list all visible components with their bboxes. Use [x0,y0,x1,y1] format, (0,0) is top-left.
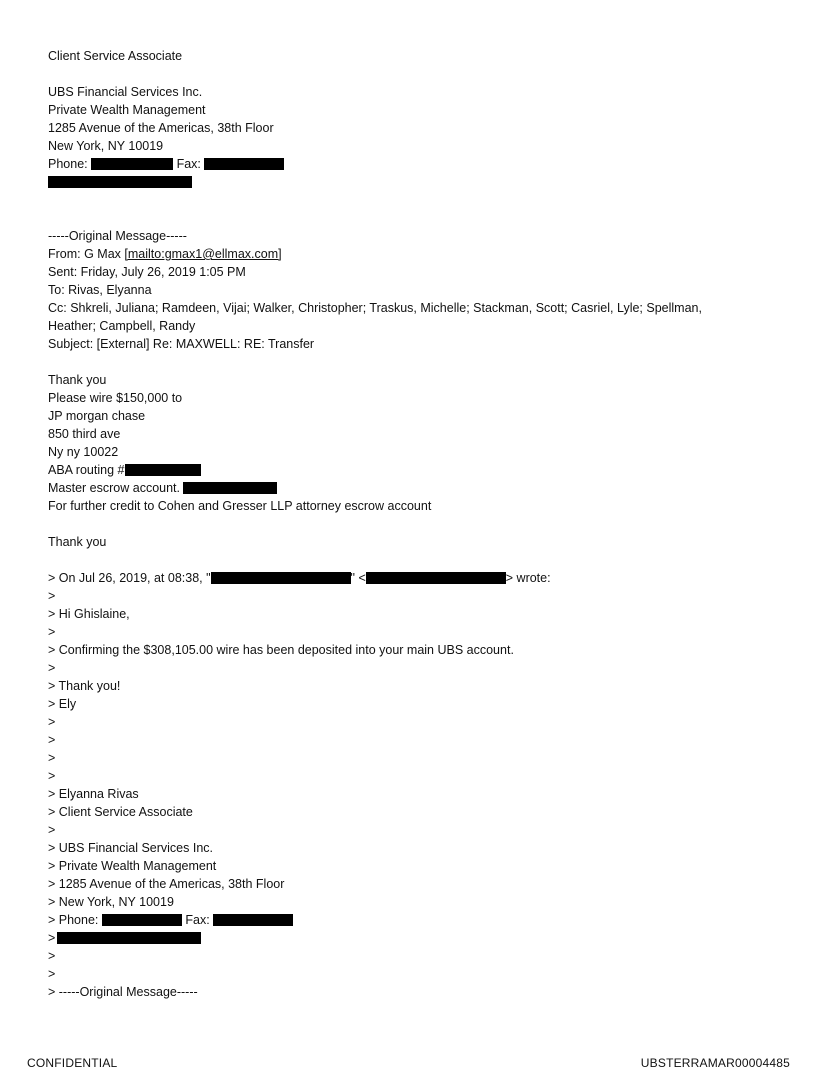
quoted-address-line1: > 1285 Avenue of the Americas, 38th Floor [48,877,285,891]
master-escrow-line [48,479,277,497]
from-mailto-link[interactable]: [mailto:gmax1@ellmax.com] [124,247,282,261]
quote-marker: > [48,931,56,945]
subject-line: Subject: [External] Re: MAXWELL: RE: Transfer [48,337,315,351]
quote-marker: > [48,769,56,783]
redaction-bar [102,914,182,926]
quoted-email-line [48,929,201,947]
quoted-on-suffix: > wrote: [505,571,551,585]
from-prefix: From: G Max [48,247,125,261]
fax-label: Fax: [176,157,201,171]
quoted-address-line2: > New York, NY 10019 [48,895,174,909]
body-line: Ny ny 10022 [48,445,119,459]
quote-marker: > [48,751,56,765]
quote-marker: > [48,715,56,729]
quoted-sender-role: > Client Service Associate [48,805,193,819]
quote-marker: > [48,661,56,675]
quote-marker: > [48,949,56,963]
redaction-bar [213,914,293,926]
sent-line: Sent: Friday, July 26, 2019 1:05 PM [48,265,246,279]
redaction-bar [57,932,201,944]
quote-marker: > [48,967,56,981]
original-message-separator: -----Original Message----- [48,229,187,243]
body-line: JP morgan chase [48,409,146,423]
quoted-sign-off: > Ely [48,697,77,711]
aba-label: ABA routing # [48,463,125,477]
signature-address-line2: New York, NY 10019 [48,139,164,153]
redaction-bar [366,572,506,584]
redaction-bar [125,464,201,476]
quoted-header-line [48,569,551,587]
redaction-bar [204,158,284,170]
body-thanks: Thank you [48,373,107,387]
signature-company: UBS Financial Services Inc. [48,85,203,99]
signature-email-line [48,173,192,191]
quote-marker: > [48,823,56,837]
quoted-phone-fax-line [48,911,293,929]
redaction-bar [91,158,173,170]
bates-number: UBSTERRAMAR00004485 [640,1056,790,1070]
signature-phone-fax-line [48,155,284,173]
body-thanks-2: Thank you [48,535,107,549]
quoted-division: > Private Wealth Management [48,859,217,873]
quoted-original-separator: > -----Original Message----- [48,985,198,999]
phone-label: Phone: [48,157,88,171]
quote-marker: > [48,589,56,603]
aba-routing-line [48,461,201,479]
quoted-on-prefix: > On Jul 26, 2019, at 08:38, " [48,571,211,585]
quote-marker: > [48,733,56,747]
from-line [48,245,282,263]
to-line: To: Rivas, Elyanna [48,283,152,297]
signature-address-line1: 1285 Avenue of the Americas, 38th Floor [48,121,274,135]
further-credit-line: For further credit to Cohen and Gresser LLP attorney escrow account [48,499,432,513]
signature-role: Client Service Associate [48,49,183,63]
quoted-thank-you: > Thank you! [48,679,121,693]
redaction-bar [183,482,277,494]
quoted-sender-name: > Elyanna Rivas [48,787,139,801]
cc-line-1: Cc: Shkreli, Juliana; Ramdeen, Vijai; Walker, Christopher; Traskus, Michelle; Stackman, Scott; Casriel, Lyle; Spellman, [48,301,702,315]
cc-line-2: Heather; Campbell, Randy [48,319,196,333]
body-line: 850 third ave [48,427,121,441]
confidential-label: CONFIDENTIAL [27,1056,118,1070]
signature-division: Private Wealth Management [48,103,206,117]
master-escrow-label: Master escrow account. [48,481,180,495]
redaction-bar [48,176,192,188]
quoted-phone-label: > Phone: [48,913,99,927]
quoted-fax-label: Fax: [185,913,210,927]
quote-marker: > [48,625,56,639]
quoted-confirmation: > Confirming the $308,105.00 wire has been deposited into your main UBS account. [48,643,514,657]
quoted-company: > UBS Financial Services Inc. [48,841,213,855]
quoted-greeting: > Hi Ghislaine, [48,607,130,621]
quoted-on-mid: " < [350,571,366,585]
redaction-bar [211,572,351,584]
body-line: Please wire $150,000 to [48,391,183,405]
